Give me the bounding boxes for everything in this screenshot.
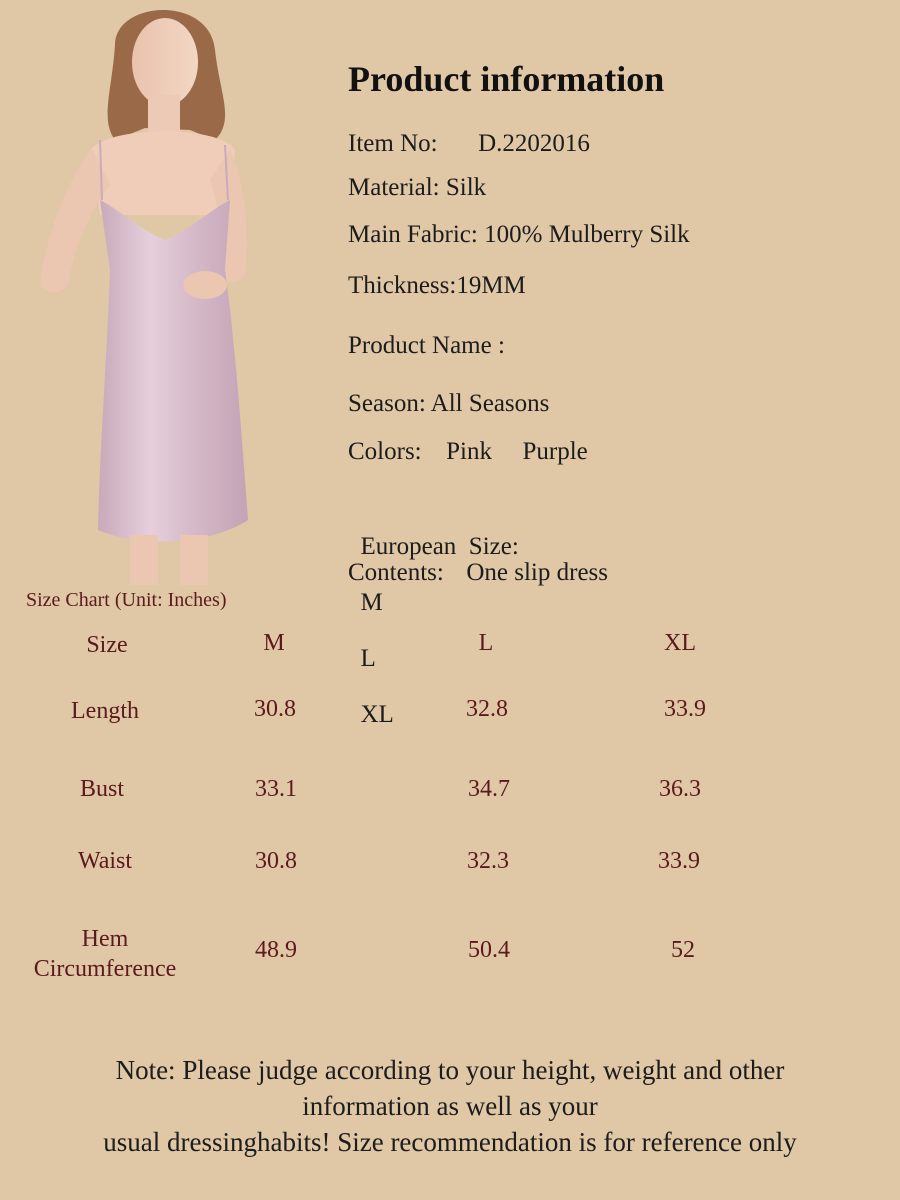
note-line-2: information as well as your xyxy=(302,1091,598,1121)
row-label-line2: Circumference xyxy=(33,956,177,982)
colors-label: Colors: xyxy=(348,438,422,465)
color-pink: Pink xyxy=(446,438,492,465)
size-note xyxy=(0,1052,900,1160)
material-line: Material: Silk xyxy=(348,174,487,201)
row-value: 36.3 xyxy=(659,776,701,802)
row-value: 30.8 xyxy=(254,696,296,722)
contents-label: Contents: xyxy=(348,559,444,586)
size-label: European Size: xyxy=(360,533,519,560)
row-value: 48.9 xyxy=(255,937,297,963)
color-purple: Purple xyxy=(522,438,588,465)
item-no-line xyxy=(348,130,590,158)
size-l: L xyxy=(360,645,376,672)
main-fabric-line: Main Fabric: 100% Mulberry Silk xyxy=(348,221,690,248)
header-l: L xyxy=(478,630,494,656)
row-label: Waist xyxy=(77,848,133,874)
row-label-line1: Hem xyxy=(81,926,129,952)
size-chart-title: Size Chart (Unit: Inches) xyxy=(26,589,227,611)
row-value: 30.8 xyxy=(255,848,297,874)
row-label: Bust xyxy=(79,776,125,802)
note-line-3: usual dressinghabits! Size recommendation is for reference only xyxy=(103,1127,797,1157)
thickness-line: Thickness:19MM xyxy=(348,272,526,299)
size-xl: XL xyxy=(360,701,394,728)
header-xl: XL xyxy=(664,630,696,656)
product-information-title: Product information xyxy=(348,59,665,99)
row-value: 33.1 xyxy=(255,776,297,802)
product-name-line: Product Name : xyxy=(348,332,505,359)
item-no-label: Item No: xyxy=(348,130,438,157)
model-photo xyxy=(20,0,270,585)
contents-line xyxy=(348,559,608,587)
colors-line xyxy=(348,438,588,466)
row-value: 32.8 xyxy=(466,696,508,722)
season-line: Season: All Seasons xyxy=(348,390,550,417)
contents-value: One slip dress xyxy=(466,559,608,586)
row-value: 32.3 xyxy=(467,848,509,874)
row-value: 52 xyxy=(671,937,695,963)
row-value: 50.4 xyxy=(468,937,510,963)
row-value: 33.9 xyxy=(664,696,706,722)
item-no-value: D.2202016 xyxy=(478,130,590,157)
size-m: M xyxy=(360,589,383,616)
row-value: 34.7 xyxy=(468,776,510,802)
header-m: M xyxy=(263,630,285,656)
row-label: Length xyxy=(71,698,139,724)
header-size: Size xyxy=(86,632,128,658)
row-value: 33.9 xyxy=(658,848,700,874)
note-line-1: Note: Please judge according to your height, weight and other xyxy=(115,1055,785,1085)
